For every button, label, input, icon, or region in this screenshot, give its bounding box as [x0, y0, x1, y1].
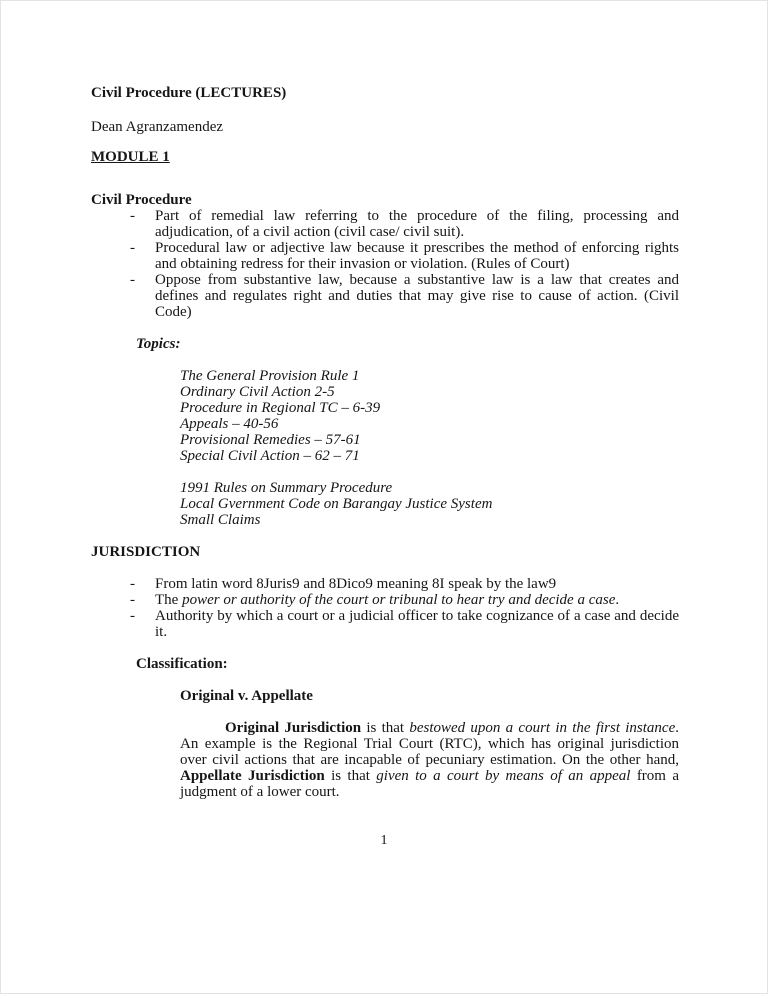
author-line: Dean Agranzamendez [91, 119, 224, 135]
bullet-item [91, 592, 679, 608]
topic-item: Appeals – 40-56 [180, 416, 279, 432]
module-heading-line [91, 149, 679, 165]
original-v-appellate-heading: Original v. Appellate [180, 688, 313, 704]
jurisdiction-heading: JURISDICTION [91, 544, 201, 560]
doc-title: Civil Procedure (LECTURES) [91, 85, 287, 101]
run-italic: given to a court by means of an appeal [376, 768, 631, 784]
run-italic: bestowed upon a court in the first instance [409, 720, 676, 736]
original-appellate-paragraph [180, 720, 679, 800]
civil-procedure-bullet-list [91, 208, 679, 320]
bullet-item [91, 208, 679, 240]
topic-item: Provisional Remedies – 57-61 [180, 432, 361, 448]
bullet-text: Part of remedial law referring to the procedure of the filing, processing and adjudication, of a civil action (civil case/ civil suit). [155, 208, 679, 240]
jurisdiction-bullet-list [91, 576, 679, 640]
bullet-dash: - [130, 208, 135, 224]
bullet-dash: - [130, 608, 135, 624]
bullet-dash: - [130, 272, 135, 288]
run-regular: is that [361, 720, 410, 736]
topic-item: The General Provision Rule 1 [180, 368, 360, 384]
bullet-text: Procedural law or adjective law because it prescribes the method of enforcing rights and obtaining redress for their invasion or violation. (Rules of Court) [155, 240, 679, 272]
bullet-item [91, 608, 679, 640]
topic-item: Small Claims [180, 512, 261, 528]
document-content [91, 85, 679, 800]
page-footer [0, 833, 768, 849]
classification-label: Classification: [136, 656, 228, 672]
bullet-item [91, 272, 679, 320]
topic-item: Local Gvernment Code on Barangay Justice System [180, 496, 493, 512]
bullet-item [91, 240, 679, 272]
bullet-dash: - [130, 240, 135, 256]
bullet-dash: - [130, 592, 135, 608]
topics-group-2 [180, 480, 679, 528]
run-regular: . An example is the Regional Trial Court (RTC), which has original jurisdiction over civil actions that are incapable of pecuniary estimation. On the other hand, [180, 720, 679, 768]
run-bold: Appellate Jurisdiction [180, 768, 325, 784]
bullet-text: Authority by which a court or a judicial officer to take cognizance of a case and decide it. [155, 608, 679, 640]
bullet-text-pre: The [155, 592, 183, 608]
bullet-text: Oppose from substantive law, because a substantive law is a law that creates and defines and regulates right and duties that may give rise to cause of action. (Civil Code) [155, 272, 679, 320]
module-heading: MODULE 1 [91, 149, 170, 165]
page-number: 1 [380, 833, 388, 848]
bullet-text-post: . [615, 592, 620, 608]
bullet-item [91, 576, 679, 592]
bullet-dash: - [130, 576, 135, 592]
topic-item: Procedure in Regional TC – 6-39 [180, 400, 381, 416]
run-bold: Original Jurisdiction [225, 720, 362, 736]
topics-label: Topics: [136, 336, 181, 352]
topic-item: Ordinary Civil Action 2-5 [180, 384, 335, 400]
bullet-text: From latin word 8Juris9 and 8Dico9 meaning 8I speak by the law9 [155, 576, 557, 592]
run-regular: from a judgment of a lower court. [180, 768, 679, 800]
topics-group-1 [180, 368, 679, 464]
topic-item: Special Civil Action – 62 – 71 [180, 448, 360, 464]
run-regular: is that [324, 768, 377, 784]
topic-item: 1991 Rules on Summary Procedure [180, 480, 393, 496]
bullet-text-italic: power or authority of the court or tribunal to hear try and decide a case [182, 592, 616, 608]
civil-procedure-heading: Civil Procedure [91, 192, 192, 208]
